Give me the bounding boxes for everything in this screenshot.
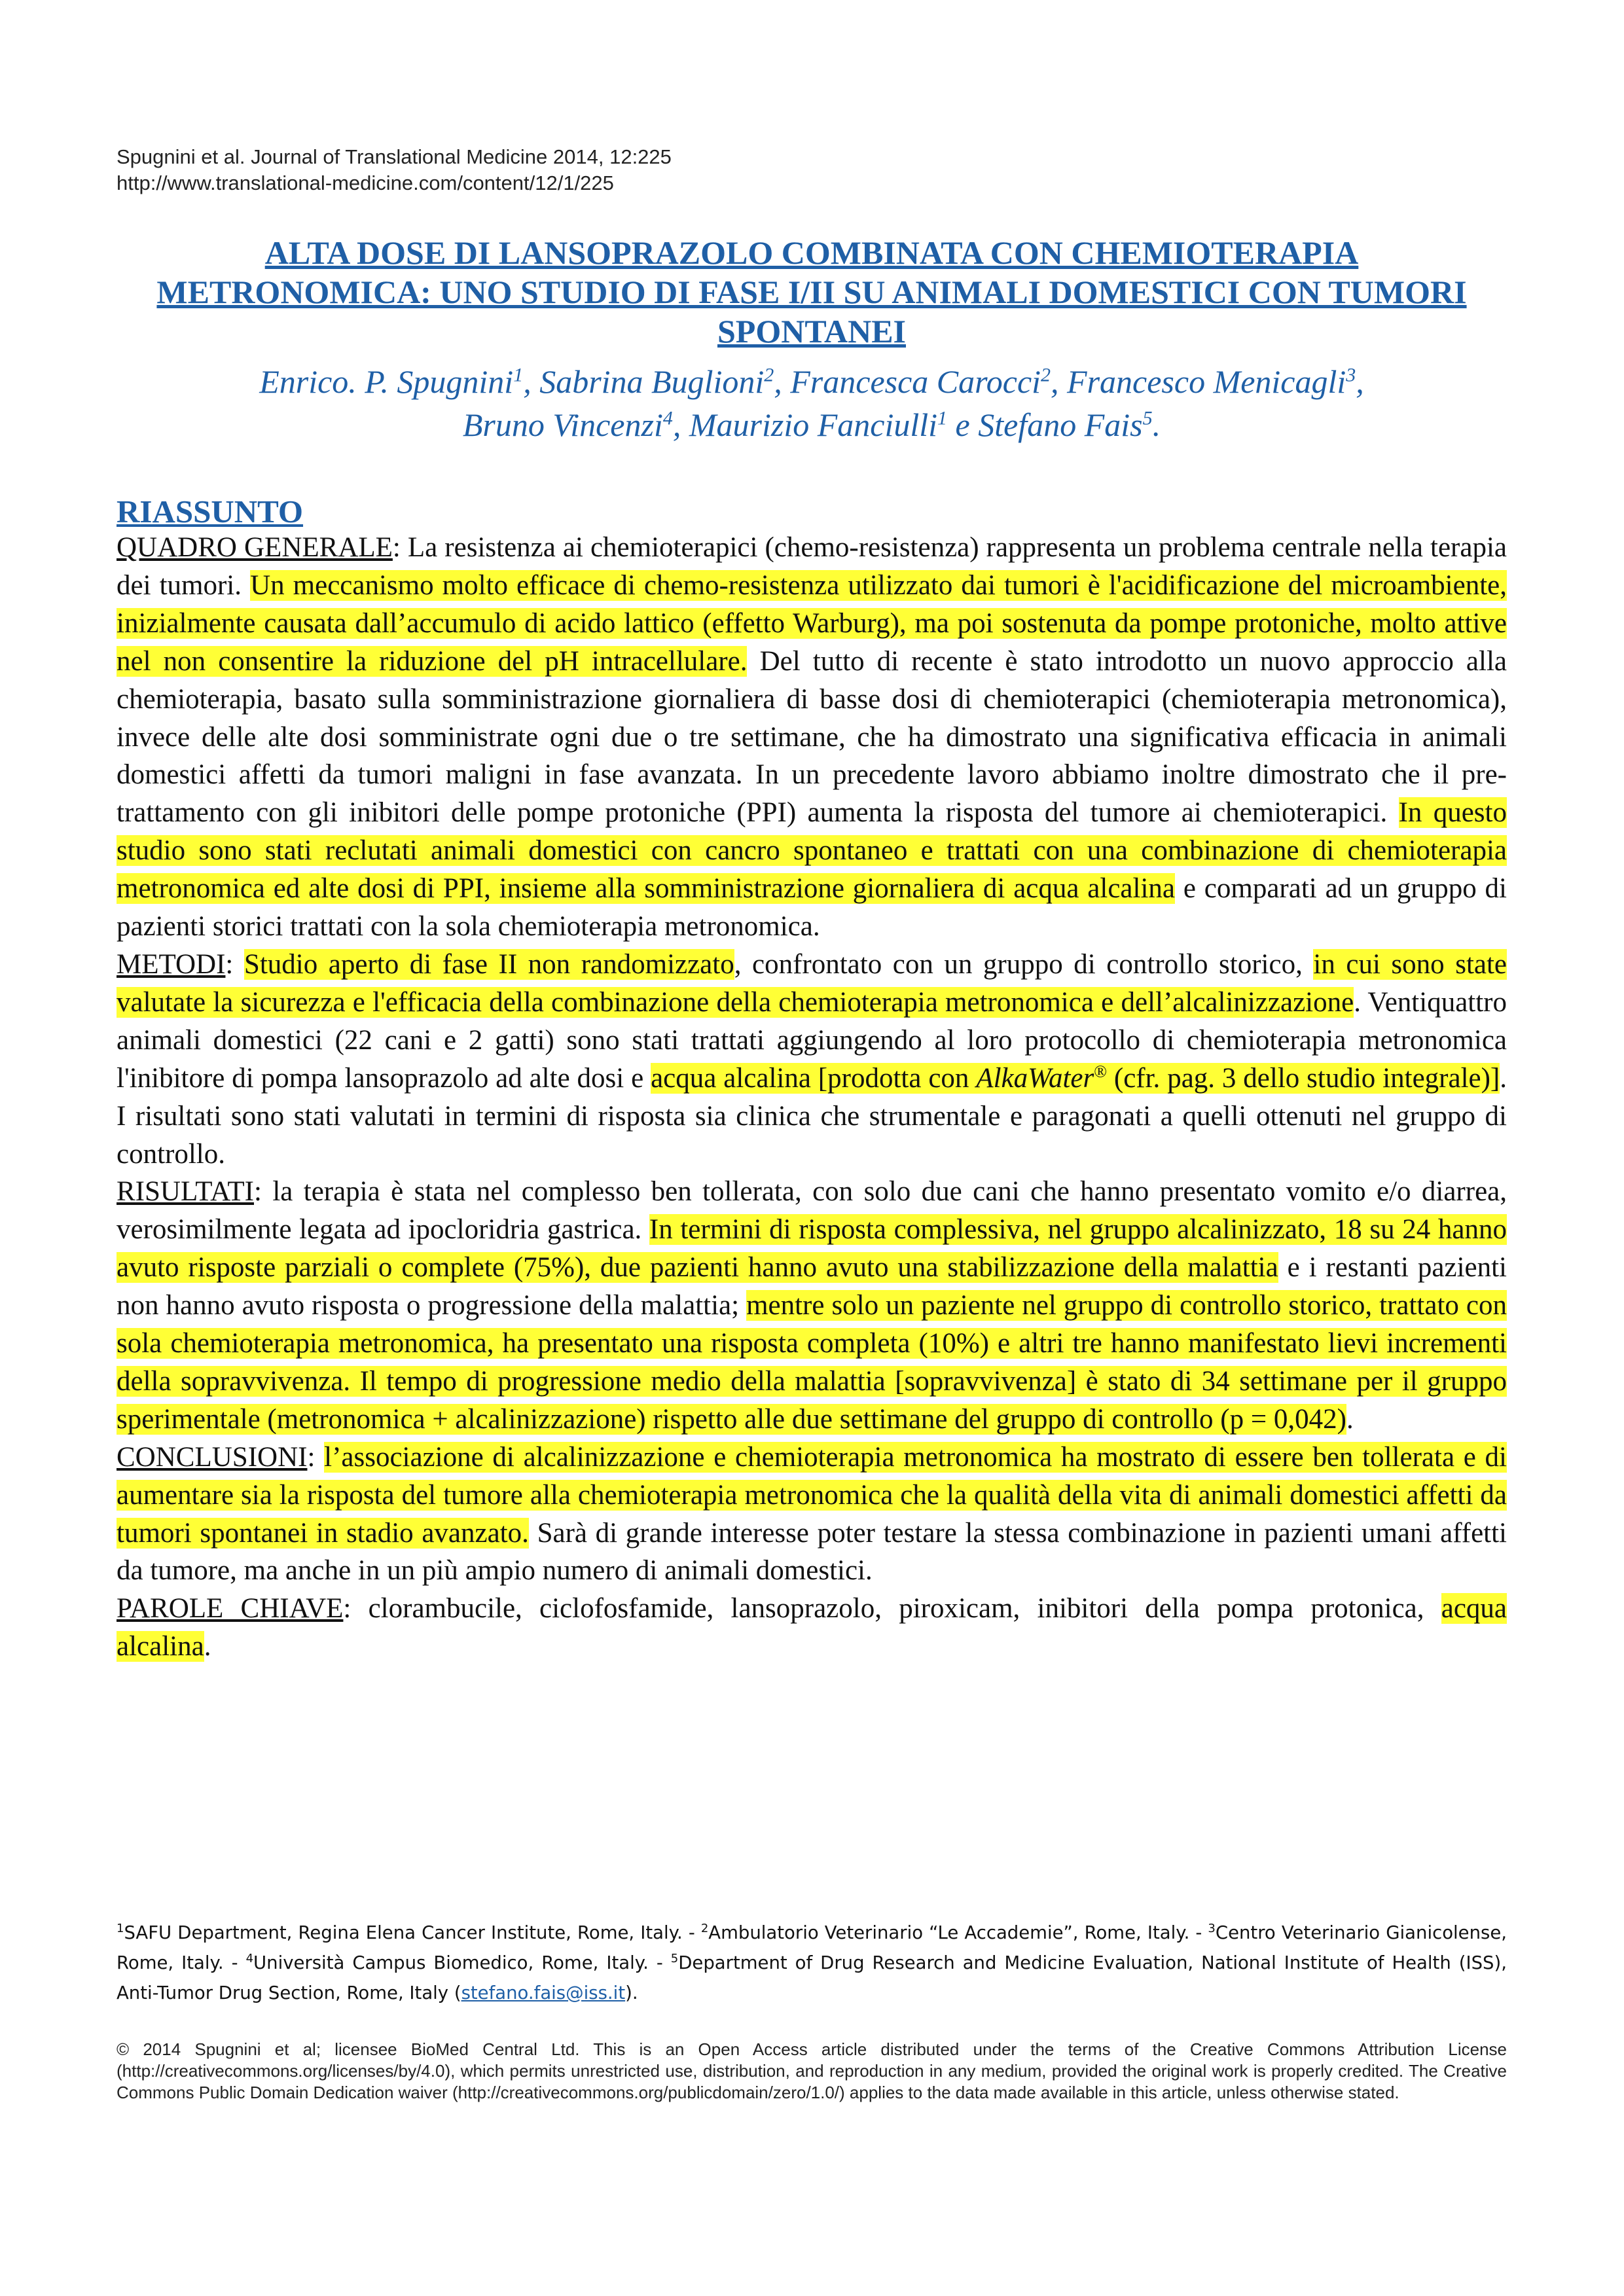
paper-title: ALTA DOSE DI LANSOPRAZOLO COMBINATA CON CHEMIOTERAPIA METRONOMICA: UNO STUDIO DI FASE I/II SU ANIMALI DOMESTICI CON TUMORI SPONTANEI bbox=[156, 234, 1467, 350]
body-text: . Ventiquattro animali domestici (22 cani e 2 gatti) sono stati trattati aggiungendo al loro protocollo di chemioterapia metronomica l'inibitore di pompa lansoprazolo ad alte dosi e bbox=[117, 986, 1507, 1094]
running-header bbox=[117, 144, 672, 196]
author-sep: . bbox=[1152, 406, 1161, 443]
section-label: QUADRO GENERALE bbox=[117, 532, 393, 563]
body-text: . bbox=[204, 1631, 211, 1662]
affiliation-mark: 1 bbox=[513, 364, 524, 386]
product-name: AlkaWater bbox=[976, 1062, 1094, 1094]
label-colon: : bbox=[253, 1176, 273, 1208]
license-notice: © 2014 Spugnini et al; licensee BioMed Central Ltd. This is an Open Access article distributed under the terms of the Creative Commons Attribution License (http://creativecommons.org/licenses/by/4.0), which permits unrestricted use, distribution, and reproduction in any medium, provided the original work is properly credited. The Creative Commons Public Domain Dedication waiver (http://creativecommons.org/publicdomain/zero/1.0/) applies to the data made available in this article, unless otherwise stated. bbox=[117, 2039, 1507, 2102]
results-paragraph bbox=[117, 1173, 1507, 1438]
body-text: Del tutto di recente è stato introdotto un nuovo approccio alla chemioterapia, basato sulla somministrazione giornaliera di basse dosi di chemioterapici (chemioterapia metronomica), invece delle alte dosi somministrate ogni due o tre settimane, che ha dimostrato una significativa efficacia in animali domestici affetti da tumori maligni in fase avanzata. In un precedente lavoro abbiamo inoltre dimostrato che il pre-trattamento con gli inibitori delle pompe protoniche (PPI) aumenta la risposta del tumore ai chemioterapici. bbox=[117, 645, 1507, 829]
author-name: Francesco Menicagli bbox=[1067, 363, 1346, 400]
body-text: , confrontato con un gruppo di controllo storico, bbox=[734, 948, 1314, 980]
highlighted-text bbox=[651, 1063, 1500, 1094]
highlighted-text: In termini di risposta complessiva, nel gruppo alcalinizzato, 18 su 24 hanno avuto risposte parziali o complete (75%), due pazienti hanno avuto una stabilizzazione della malattia bbox=[117, 1214, 1507, 1283]
methods-paragraph bbox=[117, 946, 1507, 1173]
affiliation-text: Centro Veterinario Gianicolense, Rome, Italy. - bbox=[117, 1922, 1507, 1973]
affiliation-text: Department of Drug Research and Medicine Evaluation, National Institute of Health (ISS), Anti-Tumor Drug Section, Rome, Italy ( bbox=[117, 1952, 1507, 2003]
highlighted-text: In questo studio sono stati reclutati animali domestici con cancro spontaneo e trattati con una combinazione di chemioterapia metronomica ed alte dosi di PPI, insieme alla somministrazione giornaliera di acqua alcalina bbox=[117, 797, 1507, 905]
author-list bbox=[131, 360, 1492, 446]
author-name: Maurizio Fanciulli bbox=[689, 406, 938, 443]
abstract-body bbox=[117, 529, 1507, 1666]
body-text: Sarà di grande interesse poter testare la stessa combinazione in pazienti umani affetti da tumore, ma anche in un più ampio numero di animali domestici. bbox=[117, 1517, 1507, 1587]
highlighted-text: Un meccanismo molto efficace di chemo-resistenza utilizzato dai tumori è l'acidificazione del microambiente, inizialmente causata dall’accumulo di acido lattico (effetto Warburg), ma poi sostenuta da pompe protoniche, molto attive nel non consentire la riduzione del pH intracellulare. bbox=[117, 569, 1507, 677]
abstract-heading: RIASSUNTO bbox=[117, 493, 304, 529]
section-label: CONCLUSIONI bbox=[117, 1441, 308, 1473]
label-colon: : bbox=[392, 532, 408, 563]
highlighted-text: mentre solo un paziente nel gruppo di controllo storico, trattato con sola chemioterapia metronomica, ha presentato una risposta completa (10%) e altri tre hanno manifestato lievi incrementi della sopravvivenza. Il tempo di progressione medio della malattia [sopravvivenza] è stato di 34 settimane per il gruppo sperimentale (metronomica + alcalinizzazione) rispetto alle due settimane del gruppo di controllo (p = 0,042) bbox=[117, 1290, 1507, 1435]
affiliations-footnote bbox=[117, 1918, 1507, 2008]
highlighted-text: l’associazione di alcalinizzazione e chemioterapia metronomica ha mostrato di essere ben tollerata e di aumentare sia la risposta del tumore alla chemioterapia metronomica che la qualità della vita di animali domestici affetti da tumori spontanei in stadio avanzato. bbox=[117, 1441, 1507, 1549]
body-text: clorambucile, ciclofosfamide, lansoprazolo, piroxicam, inibitori della pompa protonica, bbox=[368, 1593, 1441, 1624]
keywords-paragraph bbox=[117, 1590, 1507, 1666]
affiliation-text: SAFU Department, Regina Elena Cancer Institute, Rome, Italy. - bbox=[124, 1922, 701, 1943]
body-text: La resistenza ai chemioterapici (chemo-resistenza) rappresenta un problema centrale nella terapia dei tumori. bbox=[117, 532, 1507, 601]
author-name: Francesca Carocci bbox=[790, 363, 1041, 400]
highlight-part: (cfr. pag. 3 dello studio integrale)] bbox=[1107, 1062, 1500, 1094]
affiliation-text: Ambulatorio Veterinario “Le Accademie”, Rome, Italy. - bbox=[708, 1922, 1208, 1943]
author-name: Enrico. P. Spugnini bbox=[259, 363, 514, 400]
affiliation-mark: 2 bbox=[764, 364, 774, 386]
author-sep: , bbox=[523, 363, 540, 400]
affiliation-mark: 1 bbox=[117, 1921, 124, 1935]
article-url[interactable]: http://www.translational-medicine.com/content/12/1/225 bbox=[117, 171, 614, 194]
author-sep: , bbox=[1051, 363, 1068, 400]
contact-email-link[interactable]: stefano.fais@iss.it bbox=[461, 1982, 626, 2003]
body-text: e comparati ad un gruppo di pazienti storici trattati con la sola chemioterapia metronomica. bbox=[117, 873, 1507, 942]
section-label: METODI bbox=[117, 948, 226, 980]
affiliation-text: ). bbox=[625, 1982, 638, 2003]
highlighted-text: in cui sono state valutate la sicurezza e l'efficacia della combinazione della chemioterapia metronomica e dell’alcalinizzazione bbox=[117, 948, 1507, 1018]
conclusions-paragraph bbox=[117, 1439, 1507, 1590]
affiliation-mark: 1 bbox=[937, 407, 948, 429]
highlighted-text: acqua alcalina bbox=[117, 1593, 1507, 1662]
author-sep: , bbox=[1356, 363, 1364, 400]
author-name: Bruno Vincenzi bbox=[462, 406, 663, 443]
author-sep: e bbox=[947, 406, 979, 443]
affiliation-mark: 5 bbox=[1142, 407, 1153, 429]
background-paragraph bbox=[117, 529, 1507, 946]
body-text: . bbox=[1346, 1403, 1354, 1435]
author-sep: , bbox=[672, 406, 689, 443]
section-label: RISULTATI bbox=[117, 1176, 254, 1208]
affiliation-mark: 3 bbox=[1208, 1921, 1216, 1935]
body-text: e i restanti pazienti non hanno avuto risposta o progressione della malattia; bbox=[117, 1252, 1507, 1321]
affiliation-mark: 4 bbox=[662, 407, 673, 429]
label-colon: : bbox=[307, 1441, 325, 1473]
author-name: Sabrina Buglioni bbox=[539, 363, 765, 400]
section-label: PAROLE CHIAVE bbox=[117, 1593, 344, 1624]
label-colon: : bbox=[343, 1593, 369, 1624]
affiliation-mark: 5 bbox=[670, 1951, 679, 1965]
body-text: la terapia è stata nel complesso ben tollerata, con solo due cani che hanno presentato vomito e/o diarrea, verosimilmente legata ad ipocloridria gastrica. bbox=[117, 1176, 1507, 1246]
affiliation-mark: 4 bbox=[245, 1951, 254, 1965]
body-text: . I risultati sono stati valutati in termini di risposta sia clinica che strumentale e paragonati a quelli ottenuti nel gruppo di controllo. bbox=[117, 1062, 1507, 1170]
author-sep: , bbox=[774, 363, 791, 400]
affiliation-mark: 3 bbox=[1346, 364, 1356, 386]
affiliation-mark: 2 bbox=[1041, 364, 1051, 386]
affiliation-text: Università Campus Biomedico, Rome, Italy. - bbox=[253, 1952, 671, 1973]
highlighted-text: Studio aperto di fase II non randomizzato bbox=[244, 948, 734, 980]
registered-mark: ® bbox=[1094, 1062, 1107, 1081]
highlight-part: acqua alcalina [prodotta con bbox=[651, 1062, 977, 1094]
label-colon: : bbox=[225, 948, 244, 980]
citation-line: Spugnini et al. Journal of Translational Medicine 2014, 12:225 bbox=[117, 145, 672, 168]
affiliation-mark: 2 bbox=[700, 1921, 709, 1935]
author-name: Stefano Fais bbox=[978, 406, 1143, 443]
